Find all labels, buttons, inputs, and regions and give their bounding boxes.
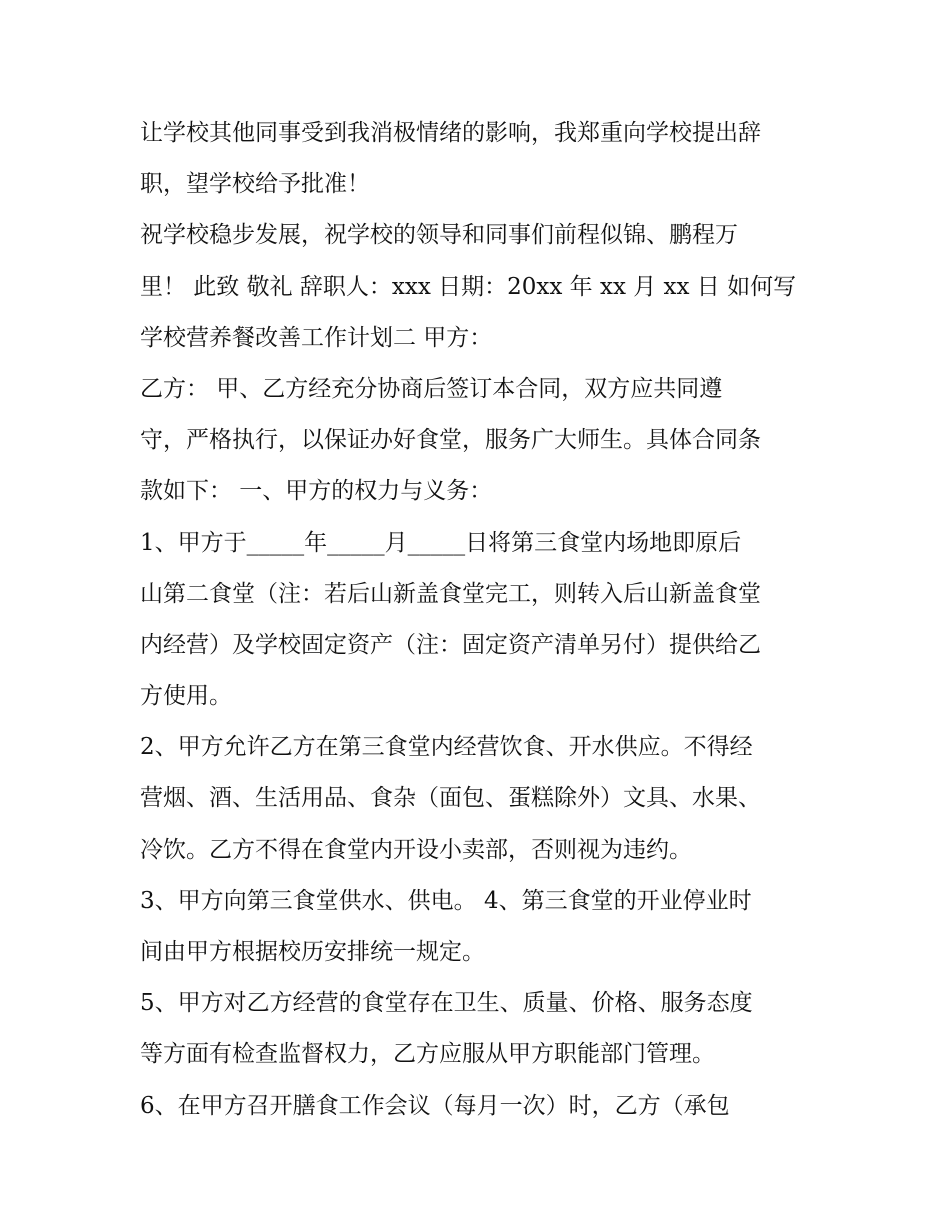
text-line-17: 间由甲方根据校历安排统一规定。 [140, 939, 485, 965]
text-line-2: 职，望学校给予批准！ [140, 171, 370, 198]
text-line-19: 等方面有检查监督权力，乙方应服从甲方职能部门管理。 [140, 1041, 715, 1068]
text-line-5: 学校营养餐改善工作计划二 甲方： [140, 324, 493, 351]
text-line-3: 祝学校稳步发展，祝学校的领导和同事们前程似锦、鹏程万 [140, 222, 738, 249]
document-body [140, 108, 830, 1132]
text-line-11: 内经营）及学校固定资产（注：固定资产清单另付）提供给乙 [140, 631, 761, 658]
text-line-1: 让学校其他同事受到我消极情绪的影响，我郑重向学校提出辞 [140, 120, 761, 146]
text-line-12: 方使用。 [140, 683, 232, 710]
text-line-14: 营烟、酒、生活用品、食杂（面包、蛋糕除外）文具、水果、 [140, 785, 761, 812]
text-line-6: 乙方： 甲、乙方经充分协商后签订本合同，双方应共同遵 [140, 375, 723, 402]
text-line-16: 3、甲方向第三食堂供水、供电。 4、第三食堂的开业停业时 [140, 887, 752, 914]
text-line-7: 守，严格执行，以保证办好食堂，服务广大师生。具体合同条 [140, 427, 761, 454]
text-line-20: 6、在甲方召开膳食工作会议（每月一次）时，乙方（承包 [140, 1092, 730, 1119]
text-line-8: 款如下： 一、甲方的权力与义务： [140, 478, 493, 505]
text-line-9: 1、甲方于_____年_____月_____日将第三食堂内场地即原后 [140, 529, 742, 556]
text-line-13: 2、甲方允许乙方在第三食堂内经营饮食、开水供应。不得经 [140, 734, 753, 761]
text-line-15: 冷饮。乙方不得在食堂内开设小卖部，否则视为违约。 [140, 836, 692, 863]
text-line-18: 5、甲方对乙方经营的食堂存在卫生、质量、价格、服务态度 [140, 990, 753, 1017]
text-line-10: 山第二食堂（注：若后山新盖食堂完工，则转入后山新盖食堂 [140, 580, 761, 607]
text-line-4: 里！ 此致 敬礼 辞职人：xxx 日期：20xx 年 xx 月 xx 日 如何写 [140, 273, 797, 300]
